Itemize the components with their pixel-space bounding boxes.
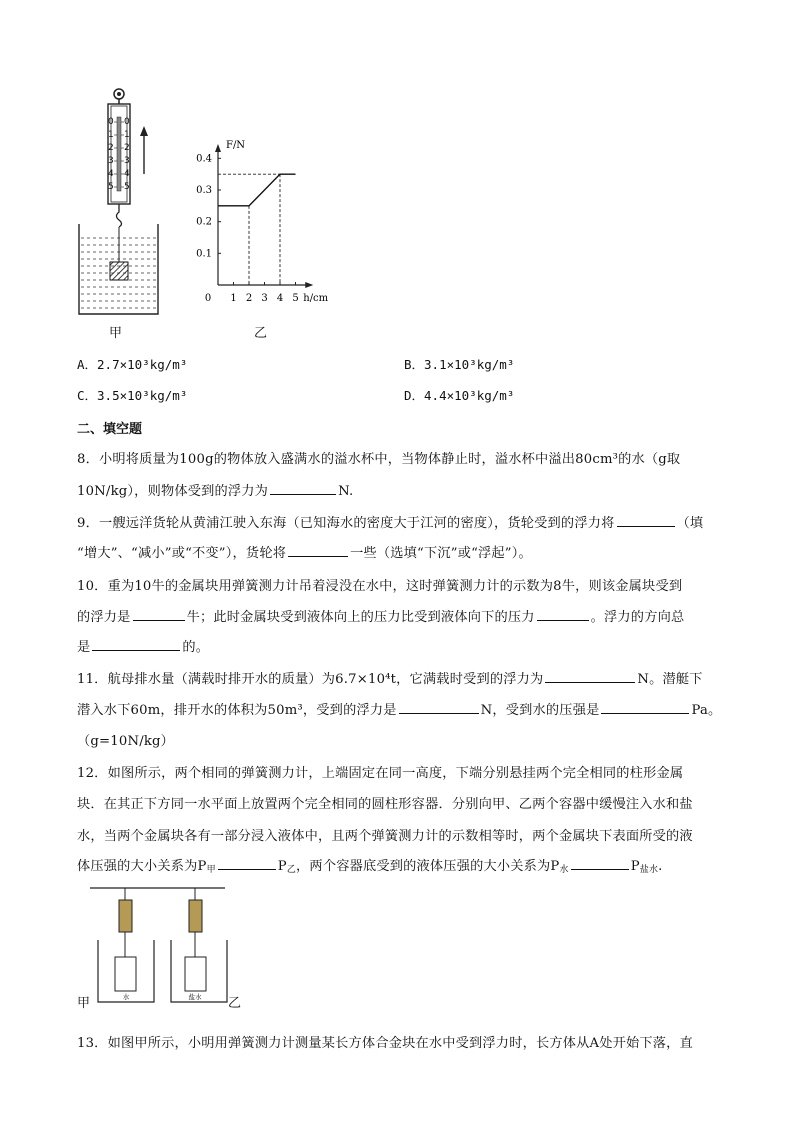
chart-x-axis-arrow [305, 282, 313, 288]
q10-text: 的浮力是 [77, 610, 131, 625]
scale-tick-right: 3 [124, 156, 130, 166]
chart-x-tick-label: 1 [230, 293, 237, 304]
chart-y-tick-label: 0.3 [196, 185, 212, 196]
answer-blank[interactable] [537, 608, 589, 621]
figure2-label-yi: 乙 [228, 996, 242, 1011]
chart-force-vs-depth [186, 130, 356, 310]
scale-tick-right: 0 [124, 117, 130, 127]
option-b: B．3.1×10³kg/m³ [404, 357, 515, 372]
chart-x-tick-label: 5 [292, 293, 299, 304]
option-a: A．2.7×10³kg/m³ [77, 357, 188, 372]
scale-tick-right: 1 [124, 130, 130, 140]
answer-blank[interactable] [545, 670, 635, 683]
q10-text: 是 [77, 640, 91, 655]
q12-text: P [277, 859, 287, 874]
figure2-label-jia: 甲 [77, 996, 91, 1011]
chart-x-tick-label: 0 [204, 293, 212, 304]
left-liquid-label: 水 [122, 993, 130, 1001]
option-c: C．3.5×10³kg/m³ [77, 388, 188, 403]
q12-sub: 水 [559, 865, 569, 875]
q9-text: “增大”、“减小”或“不变”），货轮将 [77, 546, 287, 561]
chart-series-line [218, 174, 296, 206]
q8-unit: N. [338, 484, 354, 499]
scale-tick-right: 2 [124, 143, 130, 153]
q12-text: P [630, 859, 640, 874]
q8-line2 [77, 480, 353, 499]
scale-tick-left: 1 [108, 130, 114, 140]
scale-tick-right: 5 [124, 182, 130, 192]
q12-text: . [658, 859, 663, 874]
answer-blank[interactable] [571, 857, 629, 870]
q8-line1: 8．小明将质量为100g的物体放入盛满水的溢水杯中，当物体静止时，溢水杯中溢出80cm³的水（g取 [77, 452, 681, 467]
q12-line3: 水，当两个金属块各有一部分浸入液体中，且两个弹簧测力计的示数相等时，两个金属块下表面所受的液 [77, 829, 693, 844]
answer-blank[interactable] [288, 544, 348, 557]
q10-line1: 10．重为10牛的金属块用弹簧测力计吊着浸没在水中，这时弹簧测力计的示数为8牛，则该金属块受到 [77, 579, 683, 594]
q10-text: 。浮力的方向总 [590, 610, 685, 625]
figure-label-jia: 甲 [109, 326, 123, 341]
chart-x-tick-label: 3 [261, 293, 268, 304]
q11-text: Pa。 [691, 703, 722, 718]
q8-text: 10N/kg），则物体受到的浮力为 [77, 484, 269, 499]
q10-line3 [77, 636, 209, 655]
answer-blank[interactable] [270, 482, 336, 495]
q10-text: 牛；此时金属块受到液体向上的压力比受到液体向下的压力 [186, 610, 535, 625]
q11-text: 11．航母排水量（满载时排开水的质量）为6.7×10⁴t，它满载时受到的浮力为 [77, 672, 544, 687]
q12-line4 [77, 855, 663, 875]
q11-line1 [77, 668, 703, 687]
chart-y-axis-arrow [215, 144, 221, 152]
q10-line2 [77, 606, 684, 625]
chart-x-tick-label: 4 [276, 293, 284, 304]
scale-tick-left: 3 [108, 156, 114, 166]
q9-text: 9．一艘远洋货轮从黄浦江驶入东海（已知海水的密度大于江河的密度），货轮受到的浮力将 [77, 516, 615, 531]
q12-sub: 甲 [206, 865, 216, 875]
q9-text: 一些（选填“下沉”或“浮起”）。 [350, 546, 532, 561]
scale-tick-left: 2 [108, 143, 114, 153]
q12-text: ，两个容器底受到的液体压强的大小关系为P [296, 859, 560, 874]
answer-blank[interactable] [601, 701, 689, 714]
figure-two-containers [85, 880, 235, 1010]
figure-spring-scale-beaker [70, 84, 180, 334]
right-liquid-label: 盐水 [188, 993, 202, 1001]
chart-y-tick-label: 0.4 [196, 153, 212, 165]
answer-blank[interactable] [399, 701, 479, 714]
q11-text: N，受到水的压强是 [480, 703, 600, 718]
q9-text: （填 [676, 516, 704, 531]
q12-line1: 12．如图所示，两个相同的弹簧测力计，上端固定在同一高度，下端分别悬挂两个完全相同的柱形金属 [77, 766, 684, 781]
chart-y-tick-label: 0.1 [196, 248, 212, 260]
chart-x-tick-label: 2 [245, 293, 253, 304]
scale-tick-left: 5 [108, 182, 114, 192]
scale-tick-left: 0 [108, 117, 114, 127]
q11-line2 [77, 699, 721, 718]
answer-blank[interactable] [92, 638, 180, 651]
scale-tick-left: 4 [108, 169, 114, 179]
q10-text: 的。 [182, 640, 210, 655]
q12-text: 体压强的大小关系为P [77, 859, 207, 874]
section-title: 二、填空题 [77, 422, 143, 437]
chart-y-axis-label: F/N [226, 140, 246, 151]
q12-sub: 乙 [286, 865, 297, 875]
q12-line2: 块．在其正下方同一水平面上放置两个完全相同的圆柱形容器．分别向甲、乙两个容器中缓慢注入水和盐 [77, 797, 693, 812]
answer-blank[interactable] [133, 608, 185, 621]
q11-text: 潜入水下60m，排开水的体积为50m³，受到的浮力是 [77, 703, 397, 718]
q12-sub: 盐水 [639, 865, 659, 875]
q11-text: N。潜艇下 [637, 672, 703, 687]
figure-label-yi: 乙 [254, 326, 268, 341]
q13-line1: 13．如图甲所示，小明用弹簧测力计测量某长方体合金块在水中受到浮力时，长方体从A处开始下落，直 [77, 1036, 693, 1051]
chart-x-axis-label: h/cm [303, 293, 329, 304]
q11-line3: （g=10N/kg） [77, 734, 175, 749]
q9-line1 [77, 512, 703, 531]
chart-y-tick-label: 0.2 [196, 216, 212, 228]
option-d: D．4.4×10³kg/m³ [404, 388, 515, 403]
answer-blank[interactable] [218, 857, 276, 870]
answer-blank[interactable] [617, 514, 675, 527]
scale-tick-right: 4 [124, 169, 130, 179]
q9-line2 [77, 542, 532, 561]
